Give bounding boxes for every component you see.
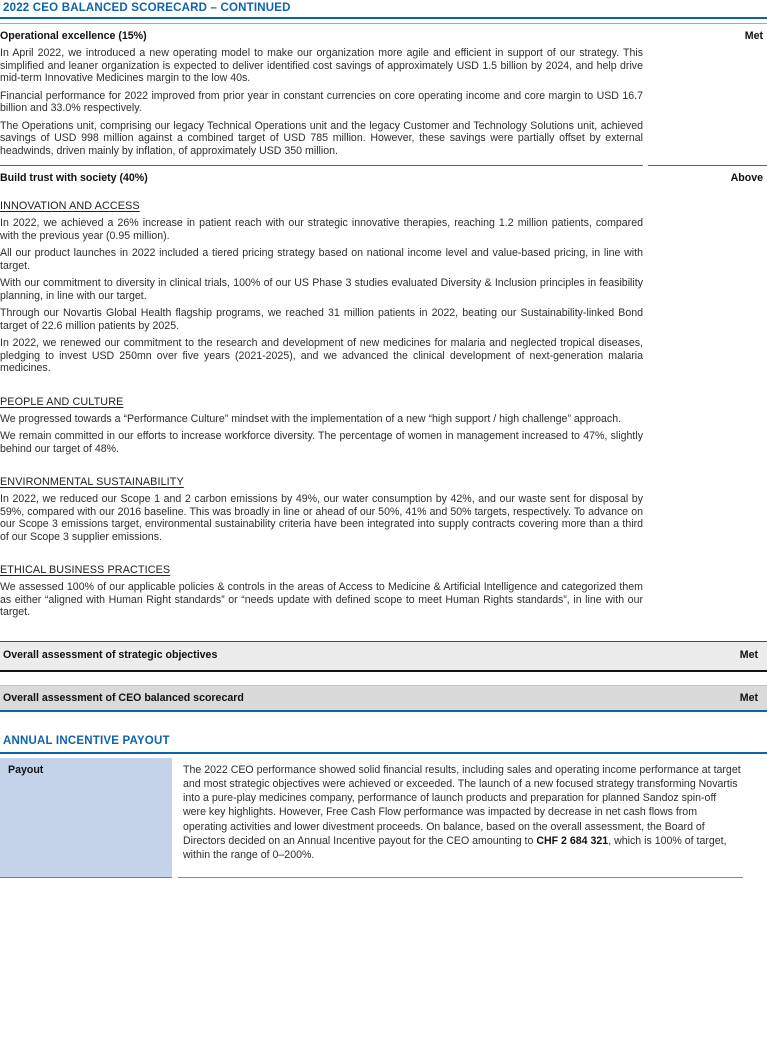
paragraph: The Operations unit, comprising our legacy Technical Operations unit and the legacy Customer and Technology Solutions unit, achieved savings of USD 998 million against a combined target of USD 785 million. However, these savings were partially offset by external headwinds, driven mainly by inflation, of approximately USD 350 million. — [0, 119, 643, 157]
paragraph: We progressed towards a “Performance Culture” mindset with the implementation of a new “high support / high challenge” approach. — [0, 412, 622, 425]
divider-right-segment — [648, 165, 767, 166]
table-top-hairline — [0, 23, 767, 24]
paragraph: In 2022, we reduced our Scope 1 and 2 carbon emissions by 49%, our water consumption by 42%, and our waste sent for disposal by 59%, compared with our 2016 baseline. This was broadly in line or ahead of our 50%, 41% and 50% targets, respectively. To advance on our Scope 3 emissions target, environmental sustainability criteria have been integrated into supply contracts covering more than a third of our Scope 3 supplier emissions. — [0, 493, 643, 543]
status-column-spacer — [643, 184, 767, 619]
status-badge: Met — [739, 691, 758, 704]
subsection-heading: INNOVATION AND ACCESS — [0, 200, 140, 212]
paragraph: With our commitment to diversity in clinical trials, 100% of our US Phase 3 studies evaluated Diversity & Inclusion principles in feasibility planning, in line with our target. — [0, 277, 643, 302]
paragraph: We remain committed in our efforts to increase workforce diversity. The percentage of women in management increased to 47%, slightly behind our target of 48%. — [0, 430, 643, 455]
section-build-trust-header — [0, 172, 767, 184]
payout-description — [178, 758, 743, 878]
payout-row-label: Payout — [0, 758, 172, 878]
overall-assessment-ceo-scorecard-bar — [0, 685, 767, 712]
subsection-people-and-culture — [0, 396, 643, 456]
bar-label: Overall assessment of CEO balanced scorecard — [3, 691, 244, 704]
paragraph: All our product launches in 2022 included a tiered pricing strategy based on national income level and value-based pricing, in line with target. — [0, 247, 643, 272]
status-column-spacer — [643, 42, 767, 157]
status-badge: Above — [730, 172, 763, 184]
divider-left-segment — [0, 165, 643, 166]
paragraph: Financial performance for 2022 improved from prior year in constant currencies on core operating income and core margin to USD 16.7 billion and 33.0% respectively. — [0, 89, 643, 114]
subsection-ethical-business-practices — [0, 564, 643, 619]
paragraph: We assessed 100% of our applicable policies & controls in the areas of Access to Medicine & Artificial Intelligence and categorized them as either “aligned with Human Right standards” or “needs update with defined scope to meet Human Rights standards”, in line with our target. — [0, 581, 643, 618]
annual-incentive-rule — [0, 752, 767, 754]
subsection-innovation-and-access — [0, 200, 643, 375]
section-title: Operational excellence (15%) — [0, 30, 147, 42]
section-divider — [0, 165, 767, 166]
page-title: 2022 CEO BALANCED SCORECARD – CONTINUED — [3, 2, 291, 14]
subsection-heading: ETHICAL BUSINESS PRACTICES — [0, 564, 171, 576]
subsection-environmental-sustainability — [0, 476, 643, 543]
status-badge: Met — [744, 30, 763, 42]
bar-label: Overall assessment of strategic objectives — [3, 648, 218, 661]
annual-incentive-payout-heading: ANNUAL INCENTIVE PAYOUT — [3, 734, 170, 747]
payout-text-after: , which is 100% of target, within the range of 0–200%. — [183, 834, 727, 862]
overall-assessment-strategic-objectives-bar — [0, 641, 767, 672]
section-operational-excellence-header — [0, 30, 767, 42]
payout-table — [0, 758, 767, 878]
payout-amount: CHF 2 684 321 — [536, 834, 609, 847]
paragraph: In 2022, we renewed our commitment to the research and development of new medicines for malaria and neglected tropical diseases, pledging to invest USD 250mn over five years (2021-2025), and we advanced the clinical development of next-generation malaria medicines. — [0, 337, 643, 374]
status-badge: Met — [739, 648, 758, 661]
payout-text-before: The 2022 CEO performance showed solid financial results, including sales and operating income performance at target and most strategic objectives were achieved or exceeded. The launch of a new focused strategy transforming Novartis into a pure-play medicines company, performance of launch products and preparation for planned Sandoz spin-off were key highlights. However, Free Cash Flow performance was impacted by decrease in net cash flows from operating activities and lower divestment proceeds. On balance, based on the overall assessment, the Board of Directors decided on an Annual Incentive payout for the CEO amounting to — [183, 763, 741, 847]
section-operational-excellence-body — [0, 42, 767, 157]
subsection-heading: PEOPLE AND CULTURE — [0, 395, 124, 408]
subsection-heading: ENVIRONMENTAL SUSTAINABILITY — [0, 476, 184, 488]
section-title: Build trust with society (40%) — [0, 172, 148, 184]
title-rule — [0, 17, 767, 19]
section-build-trust-body — [0, 184, 767, 619]
paragraph: In 2022, we achieved a 26% increase in patient reach with our strategic innovative therapies, reaching 1.2 million patients, compared with the previous year (0.95 million). — [0, 217, 643, 242]
paragraph: In April 2022, we introduced a new operating model to make our organization more agile and efficient in support of our strategy. This simplified and leaner organization is expected to deliver identified cost savings of approximately USD 1.5 billion by 2024, and help drive mid-term Innovative Medicines margin to the low 40s. — [0, 47, 643, 84]
paragraph: Through our Novartis Global Health flagship programs, we reached 31 million patients in 2022, beating our Sustainability-linked Bond target of 22.6 million patients by 2025. — [0, 307, 643, 332]
